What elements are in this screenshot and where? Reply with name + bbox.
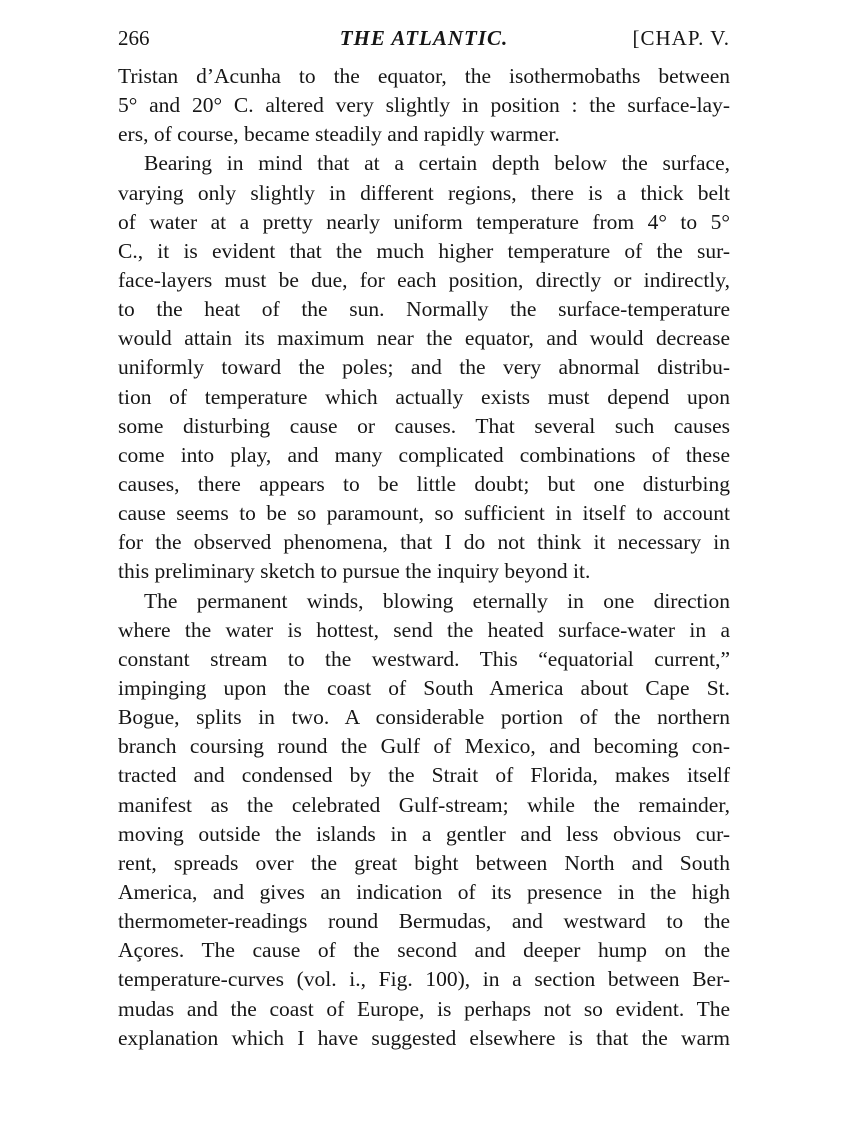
text-line: 5° and 20° C. altered very slightly in position : the surface-lay- [118,93,730,118]
text-line: Bogue, splits in two. A considerable portion of the northern [118,705,730,730]
chapter-label: [CHAP. V. [632,26,730,50]
text-line: some disturbing cause or causes. That several such causes [118,413,730,438]
text-line: rent, spreads over the great bight between North and South [118,850,730,875]
paragraph-3 [118,587,730,1053]
text-line: C., it is evident that the much higher temperature of the sur- [118,238,730,263]
text-line: impinging upon the coast of South America about Cape St. [118,675,730,700]
text-line: come into play, and many complicated combinations of these [118,442,730,467]
text-line: would attain its maximum near the equator, and would decrease [118,326,730,351]
paragraph-2 [118,149,730,586]
text-line: uniformly toward the poles; and the very abnormal distribu- [118,355,730,380]
text-line: for the observed phenomena, that I do not think it necessary in [118,530,730,555]
text-line: branch coursing round the Gulf of Mexico, and becoming con- [118,734,730,759]
text-line: cause seems to be so paramount, so sufficient in itself to account [118,501,730,526]
text-line: ers, of course, became steadily and rapidly warmer. [118,122,560,147]
text-line: constant stream to the westward. This “equatorial current,” [118,646,730,671]
text-line: face-layers must be due, for each position, directly or indirectly, [118,267,730,292]
text-line: explanation which I have suggested elsewhere is that the warm [118,1025,730,1050]
page-header [118,26,730,56]
text-line: America, and gives an indication of its presence in the high [118,879,730,904]
text-line: manifest as the celebrated Gulf-stream; while the remainder, [118,792,730,817]
text-line: The permanent winds, blowing eternally in one direction [144,588,730,613]
paragraph-1 [118,62,730,149]
text-line: temperature-curves (vol. i., Fig. 100), in a section between Ber- [118,967,730,992]
text-line: tion of temperature which actually exists must depend upon [118,384,730,409]
text-line: to the heat of the sun. Normally the surface-temperature [118,297,730,322]
text-line: moving outside the islands in a gentler and less obvious cur- [118,821,730,846]
page-number: 266 [118,26,150,50]
text-line: tracted and condensed by the Strait of Florida, makes itself [118,763,730,788]
text-line: Bearing in mind that at a certain depth below the surface, [144,151,730,176]
running-title: THE ATLANTIC. [339,26,509,50]
text-line: mudas and the coast of Europe, is perhaps not so evident. The [118,996,730,1021]
text-line: causes, there appears to be little doubt; but one disturbing [118,471,730,496]
text-line: Açores. The cause of the second and deeper hump on the [118,938,730,963]
text-line: this preliminary sketch to pursue the inquiry beyond it. [118,559,591,584]
text-line: of water at a pretty nearly uniform temperature from 4° to 5° [118,209,730,234]
body-text [118,62,730,1053]
text-line: varying only slightly in different regions, there is a thick belt [118,180,730,205]
text-line: Tristan d’Acunha to the equator, the isothermobaths between [118,64,730,88]
text-line: thermometer-readings round Bermudas, and westward to the [118,909,730,934]
text-line: where the water is hottest, send the heated surface-water in a [118,617,730,642]
